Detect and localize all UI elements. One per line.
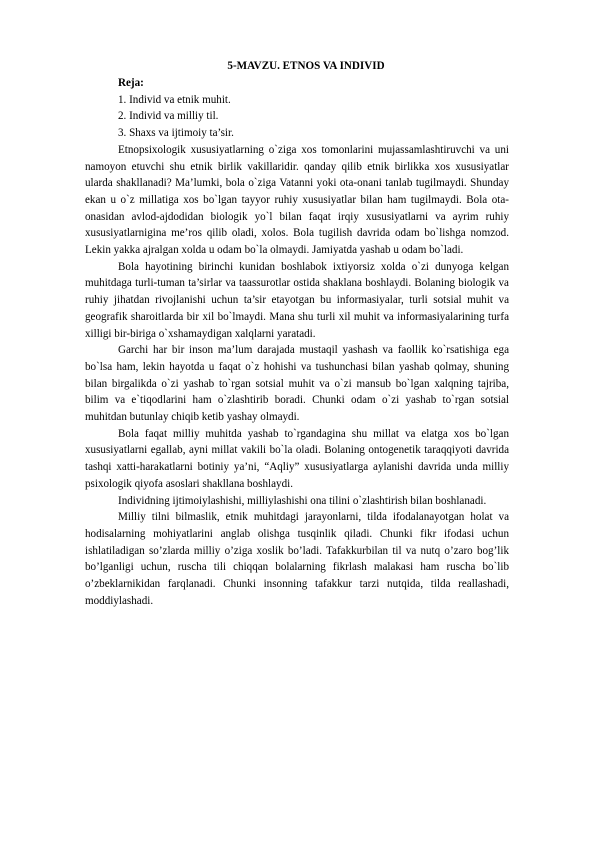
plan-item: 2. Individ va milliy til. (118, 110, 219, 123)
plan-section (85, 75, 509, 142)
plan-item: 3. Shaxs va ijtimoiy ta’sir. (118, 127, 234, 140)
body-text (85, 142, 509, 610)
paragraph: Bola hayotining birinchi kunidan boshlabok ixtiyorsiz xolda o`zi dunyoga kelgan muhitdaga turli-tuman ta’sirlar va taassurotlar ostida shaklana boshlaydi. Bolaning biologik va ruhiy jihatdan rivojlanishi uchun ta’sir etayotgan bu informasiyalar, turli sotsial muhit va geografik sharoitlarda bir xil bo`lmaydi. Mana shu turli xil muhit va informasiyalarining turfa xilligi bir-biriga o`xshamaydigan xalqlarni yaratadi. (85, 260, 509, 340)
plan-item: 1. Individ va etnik muhit. (118, 93, 231, 106)
document-page (85, 58, 509, 610)
paragraph: Milliy tilni bilmaslik, etnik muhitdagi jarayonlarni, tilda ifodalanayotgan holat va hodisalarning mohiyatlarini anglab olishga tusqinlik qiladi. Chunki fikr ifodasi uchun ishlatiladigan so’zlarda milliy o’ziga xoslik bo’ladi. Tafakkurbilan til va nutq o’zaro bog’lik bo’lganligi uchun, ruscha tili chiqqan bolalarning fikrlash malakasi ham ruscha bo`lib o’zbeklarnikidan farqlanadi. Chunki insonning tafakkur tarzi nutqida, tilda reallashadi, moddiylashadi. (85, 511, 509, 607)
paragraph: Individning ijtimoiylashishi, milliylashishi ona tilini o`zlashtirish bilan boshlanadi. (118, 494, 487, 507)
document-title: 5-MAVZU. ETNOS VA INDIVID (227, 60, 385, 72)
paragraph: Etnopsixologik xususiyatlarning o`ziga xos tomonlarini mujassamlashtiruvchi va uni namoyon etuvchi shu etnik birlik vakillaridir. qanday qilib etnik birlikka xos xususiyatlar ularda shakllanadi? Ma’lumki, bola o`ziga Vatanni yoki ota-onani tanlab tugilmaydi. Shunday ekan u o`z millatiga xos bo`lgan tayyor ruhiy xususiyatlar bilan ham tugilmaydi. Bola ota-onasidan avlod-ajdodidan biologik yo`l bilan faqat irqiy xususiyatlarni va ayrim ruhiy xususiyatlarnigina me’ros qilib oladi, xolos. Bola tugilish davrida odam bo`lishga nomzod. Lekin yakka ajralgan xolda u odam bo`la olmaydi. Jamiyatda yashab u odam bo`ladi. (85, 143, 509, 257)
paragraph: Garchi har bir inson ma’lum darajada mustaqil yashash va faollik ko`rsatishiga ega bo`lsa ham, lekin hayotda u faqat o`z hohishi va tushunchasi bilan yashab qolmay, shuning bilan birgalikda o`zi yashab to`rgan sotsial muhit va o`zi mansub bo`lgan xalqning tajriba, bilim va e`tiqodlarini ham o`zlashtirib boradi. Chunki odam o`zi yashab to`rgan sotsial muhitdan butunlay chiqib ketib yashay olmaydi. (85, 344, 509, 424)
plan-heading: Reja: (118, 77, 144, 89)
paragraph: Bola faqat milliy muhitda yashab to`rgandagina shu millat va elatga xos bo`lgan xususiyatlarni egallab, ayni millat vakili bo`la oladi. Bolaning ontogenetik taraqqiyoti davrida tashqi xatti-harakatlarni botiniy ya’ni, “Aqliy” xususiyatlarga aylanishi davrida unda milliy psixologik qiyofa asoslari shakllana boshlaydi. (85, 427, 509, 490)
